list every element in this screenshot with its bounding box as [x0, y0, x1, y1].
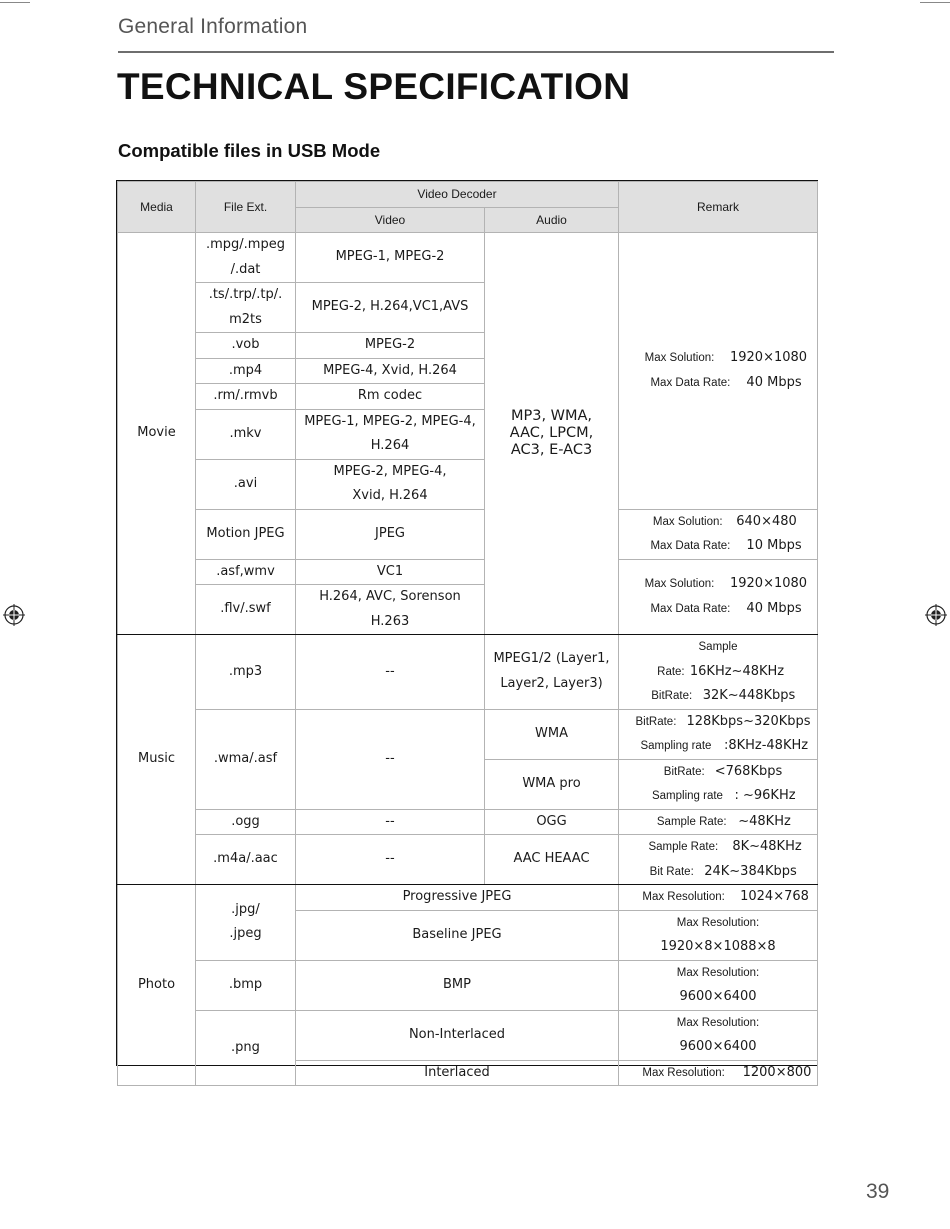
remark-cell	[619, 709, 818, 759]
video-cell: MPEG-2	[296, 333, 485, 359]
remark-cell	[619, 835, 818, 885]
remark-line: Max Resolution: 1200×800	[642, 1064, 812, 1080]
audio-text: AC3, E-AC3	[510, 442, 593, 458]
media-music: Music	[118, 635, 196, 885]
ext-cell: .ogg	[196, 809, 296, 835]
header-video: Video	[296, 207, 485, 233]
header-video-decoder: Video Decoder	[296, 182, 619, 208]
section-subtitle: Compatible files in USB Mode	[118, 140, 381, 161]
page-title: TECHNICAL SPECIFICATION	[117, 66, 631, 107]
header-rule	[118, 51, 834, 53]
video-cell	[296, 585, 485, 635]
video-cell: --	[296, 809, 485, 835]
table-header-row	[118, 182, 818, 208]
ext-cell: .mp3	[196, 635, 296, 710]
ext-text: .mpg/.mpeg	[206, 237, 285, 252]
video-cell: Rm codec	[296, 384, 485, 410]
movie-audio-cell	[485, 233, 619, 635]
ext-text: .jpg/	[231, 901, 260, 917]
ext-cell: .wma/.asf	[196, 709, 296, 809]
spec-table-frame	[116, 180, 818, 1080]
video-text: MPEG-1, MPEG-2, MPEG-4,	[304, 413, 476, 429]
ext-cell: .avi	[196, 459, 296, 509]
ext-cell: .mp4	[196, 358, 296, 384]
remark-line: Sample Rate: ~48KHz	[656, 813, 791, 829]
compatible-files-table	[117, 181, 818, 1086]
video-text: H.264	[370, 438, 410, 453]
video-text: H.263	[370, 613, 410, 629]
remark-line: BitRate: 128Kbps~320Kbps	[635, 713, 811, 729]
audio-text: MPEG1/2 (Layer1,	[493, 651, 610, 667]
remark-line: 9600×6400	[679, 1039, 757, 1054]
decoder-cell: BMP	[296, 960, 619, 1010]
remark-line: Rate: 16KHz~48KHz	[657, 663, 785, 679]
header-media: Media	[118, 182, 196, 233]
remark-line: Max Data Rate: 40 Mbps	[650, 374, 802, 390]
remark-cell	[619, 759, 818, 809]
remark-line: Sampling rate : ~96KHz	[651, 788, 796, 803]
remark-line: BitRate: 32K~448Kbps	[651, 688, 796, 703]
video-cell: MPEG-4, Xvid, H.264	[296, 358, 485, 384]
video-cell	[296, 409, 485, 459]
header-remark: Remark	[619, 182, 818, 233]
ext-cell: .asf,wmv	[196, 559, 296, 585]
video-cell: MPEG-1, MPEG-2	[296, 233, 485, 283]
remark-cell	[619, 509, 818, 559]
header-file-ext: File Ext.	[196, 182, 296, 233]
remark-cell	[619, 960, 818, 1010]
registration-mark-left-icon	[3, 604, 25, 626]
ext-cell	[196, 233, 296, 283]
audio-cell: AAC HEAAC	[485, 835, 619, 885]
remark-cell	[619, 1010, 818, 1060]
ext-cell: .mkv	[196, 409, 296, 459]
video-text: Xvid, H.264	[352, 488, 428, 503]
ext-text: .ts/.trp/.tp/.	[208, 287, 283, 302]
remark-cell	[619, 559, 818, 635]
video-cell: JPEG	[296, 509, 485, 559]
remark-cell	[619, 809, 818, 835]
remark-line: Max Data Rate: 10 Mbps	[650, 538, 802, 553]
media-photo: Photo	[118, 885, 196, 1086]
audio-cell: OGG	[485, 809, 619, 835]
video-cell	[296, 459, 485, 509]
ext-cell: .m4a/.aac	[196, 835, 296, 885]
ext-cell	[196, 885, 296, 961]
crop-mark-top-left	[0, 2, 30, 3]
audio-cell: WMA	[485, 709, 619, 759]
crop-mark-top-right	[920, 2, 950, 3]
ext-cell: Motion JPEG	[196, 509, 296, 559]
ext-cell: .png	[196, 1010, 296, 1086]
remark-cell	[619, 233, 818, 510]
remark-line: 1920×8×1088×8	[660, 939, 776, 954]
remark-line: Bit Rate: 24K~384Kbps	[649, 863, 797, 879]
remark-line: Max Resolution:	[676, 1016, 760, 1029]
remark-cell	[619, 910, 818, 960]
remark-line: Sample	[698, 641, 738, 653]
video-cell: --	[296, 635, 485, 710]
ext-cell: .bmp	[196, 960, 296, 1010]
decoder-cell: Progressive JPEG	[296, 885, 619, 911]
ext-text: m2ts	[229, 311, 262, 327]
ext-cell	[196, 283, 296, 333]
audio-cell: WMA pro	[485, 759, 619, 809]
remark-line: Max Resolution:	[676, 916, 760, 929]
video-text: MPEG-2, MPEG-4,	[333, 463, 447, 479]
remark-line: Sample Rate: 8K~48KHz	[648, 839, 802, 854]
remark-line: Max Solution: 1920×1080	[644, 350, 808, 366]
video-cell: --	[296, 709, 485, 809]
registration-mark-right-icon	[925, 604, 947, 626]
remark-cell	[619, 885, 818, 911]
page-number: 39	[866, 1180, 890, 1203]
ext-text: /.dat	[230, 261, 261, 277]
table-row	[118, 559, 818, 585]
audio-text: AAC, LPCM,	[509, 425, 594, 441]
remark-line: 9600×6400	[679, 989, 757, 1004]
ext-cell: .rm/.rmvb	[196, 384, 296, 410]
video-cell: --	[296, 835, 485, 885]
audio-cell	[485, 635, 619, 710]
remark-cell	[619, 1060, 818, 1086]
decoder-cell: Interlaced	[296, 1060, 619, 1086]
audio-text: MP3, WMA,	[510, 408, 593, 424]
remark-line: Max Solution: 1920×1080	[644, 576, 808, 592]
ext-cell: .vob	[196, 333, 296, 359]
remark-line: Max Solution: 640×480	[652, 513, 797, 529]
remark-line: Max Data Rate: 40 Mbps	[650, 600, 802, 616]
remark-line: Max Resolution: 1024×768	[642, 889, 809, 904]
table-row	[118, 885, 818, 911]
decoder-cell: Non-Interlaced	[296, 1010, 619, 1060]
remark-line: Max Resolution:	[676, 966, 760, 979]
table-row	[118, 809, 818, 835]
audio-text: Layer2, Layer3)	[500, 675, 603, 691]
remark-cell	[619, 635, 818, 710]
video-text: H.264, AVC, Sorenson	[319, 589, 461, 604]
ext-text: .jpeg	[229, 926, 262, 942]
remark-line: BitRate: <768Kbps	[663, 763, 783, 779]
video-cell: VC1	[296, 559, 485, 585]
remark-line: Sampling rate :8KHz-48KHz	[640, 738, 809, 753]
section-header: General Information	[118, 15, 308, 38]
ext-cell: .flv/.swf	[196, 585, 296, 635]
header-audio: Audio	[485, 207, 619, 233]
media-movie: Movie	[118, 233, 196, 635]
video-cell: MPEG-2, H.264,VC1,AVS	[296, 283, 485, 333]
decoder-cell: Baseline JPEG	[296, 910, 619, 960]
